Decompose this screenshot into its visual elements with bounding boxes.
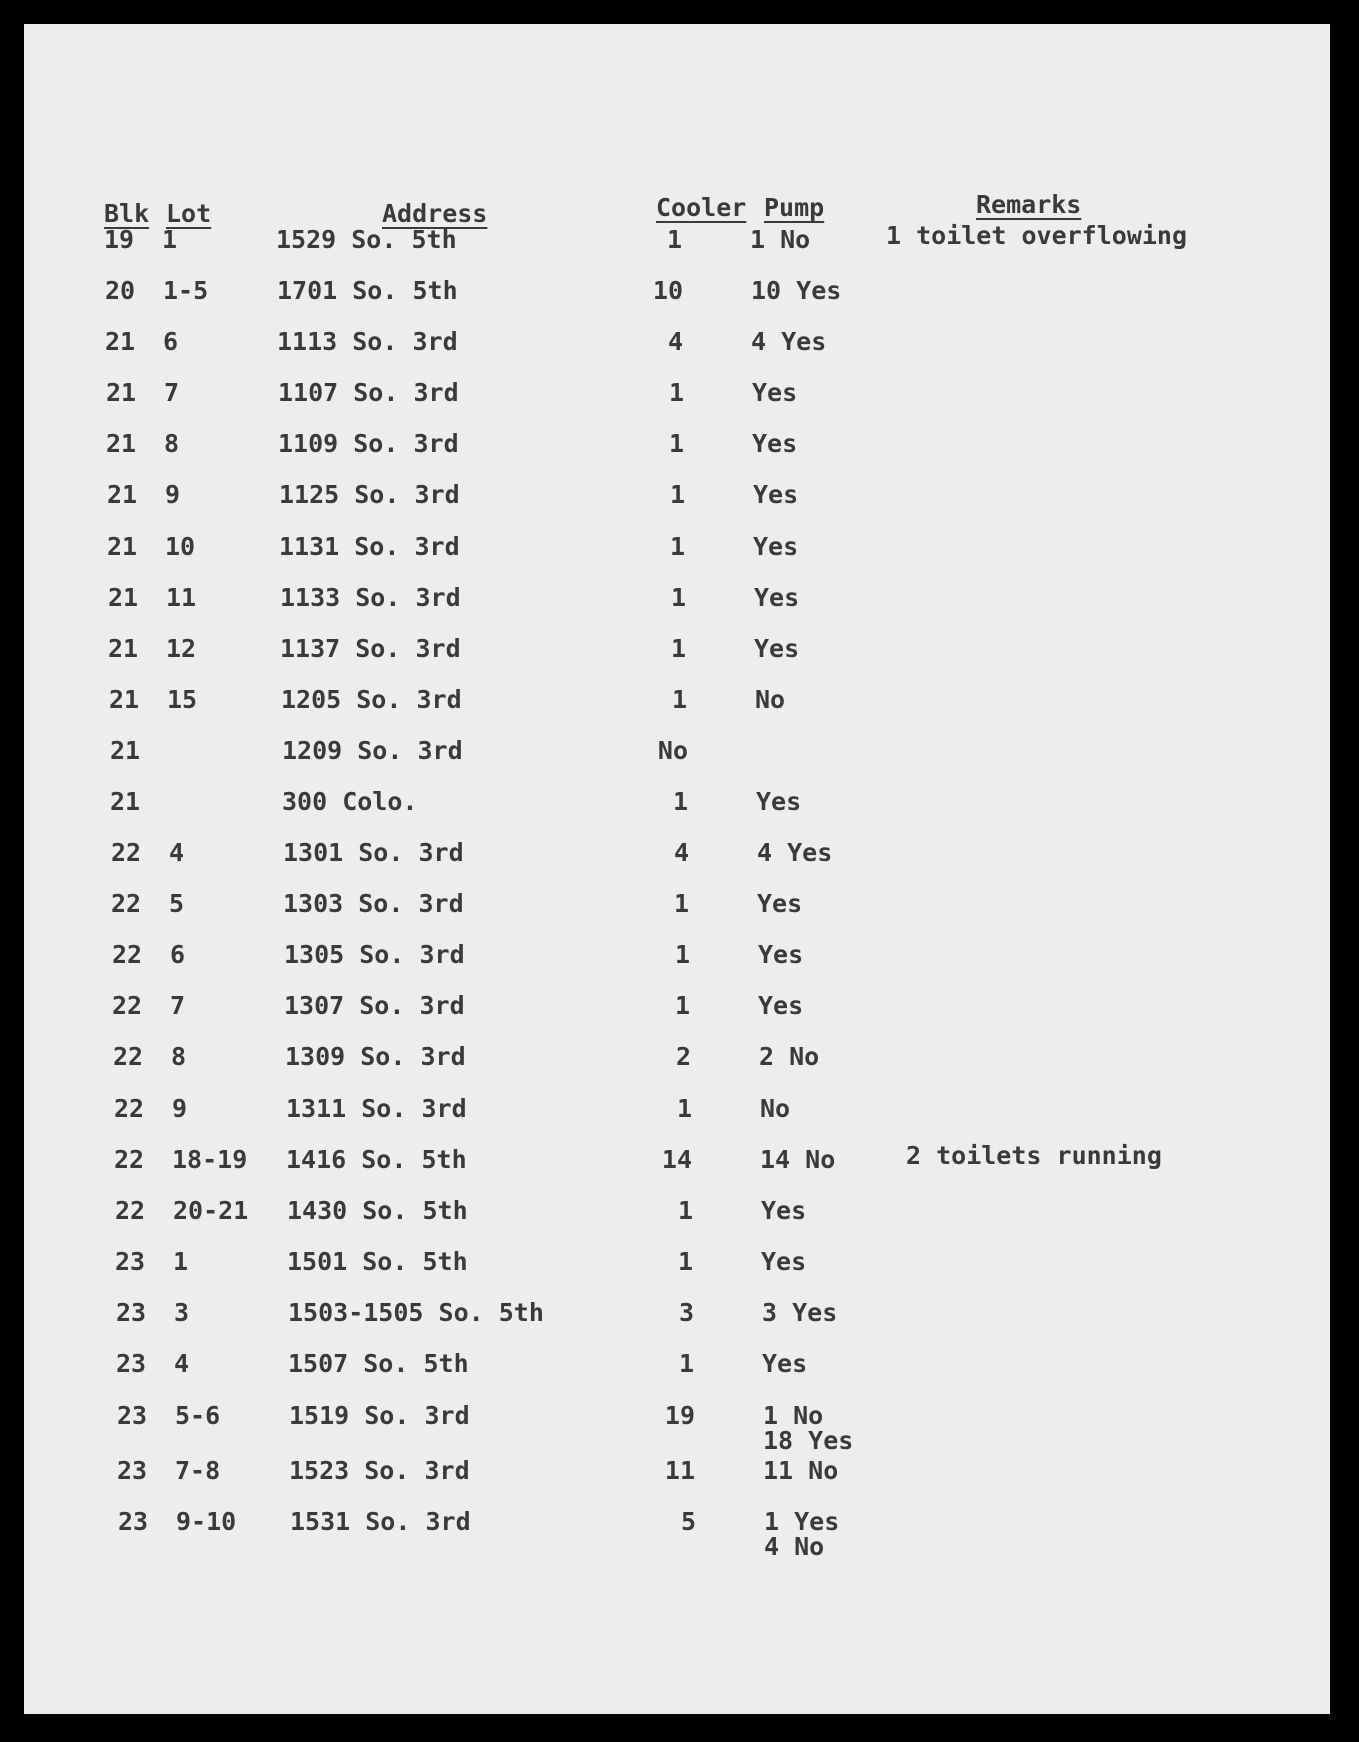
cell-pump: 2 No: [759, 1042, 820, 1071]
cell-lot: 12: [166, 634, 197, 663]
cell-address: 1503-1505 So. 5th: [288, 1298, 544, 1327]
cell-remarks: 1 toilet overflowing: [886, 221, 1188, 250]
cell-cooler: 1: [670, 634, 686, 663]
cell-blk: 22: [113, 1042, 144, 1071]
cell-address: 1507 So. 5th: [288, 1349, 469, 1378]
cell-lot: 9: [165, 480, 181, 509]
cell-pump: 10 Yes: [751, 276, 842, 305]
cell-cooler: 2: [675, 1042, 691, 1071]
cell-blk: 22: [115, 1196, 146, 1225]
cell-lot: 8: [171, 1042, 187, 1071]
cell-blk: 21: [109, 685, 140, 714]
cell-address: 1416 So. 5th: [286, 1145, 467, 1174]
cell-blk: 23: [116, 1298, 147, 1327]
cell-pump-second-line: 18 Yes: [763, 1426, 854, 1455]
cell-cooler: 1: [669, 480, 685, 509]
cell-blk: 23: [116, 1349, 147, 1378]
cell-lot: 8: [164, 429, 180, 458]
cell-pump: Yes: [762, 1349, 808, 1378]
cell-blk: 22: [112, 991, 143, 1020]
cell-blk: 23: [118, 1507, 149, 1536]
cell-address: 1131 So. 3rd: [279, 532, 460, 561]
cell-blk: 22: [112, 940, 143, 969]
cell-cooler: 10: [652, 276, 683, 305]
cell-lot: 9: [172, 1094, 188, 1123]
cell-address: 1430 So. 5th: [287, 1196, 468, 1225]
cell-lot: 10: [165, 532, 196, 561]
cell-pump: Yes: [753, 532, 799, 561]
cell-cooler: 3: [678, 1298, 694, 1327]
cell-cooler: No: [657, 736, 688, 765]
cell-pump: Yes: [754, 634, 800, 663]
cell-lot: 11: [166, 583, 197, 612]
cell-lot: 5: [169, 889, 185, 918]
cell-cooler: 4: [667, 327, 683, 356]
header-address: Address: [382, 199, 488, 228]
cell-cooler: 1: [666, 225, 682, 254]
cell-cooler: 1: [678, 1349, 694, 1378]
cell-cooler: 1: [676, 1094, 692, 1123]
cell-blk: 21: [105, 327, 136, 356]
cell-lot: 18-19: [172, 1145, 248, 1174]
cell-blk: 21: [106, 378, 137, 407]
cell-pump: No: [760, 1094, 791, 1123]
cell-cooler: 19: [664, 1401, 695, 1430]
header-blk: Blk: [104, 199, 150, 228]
typed-document-page: [24, 24, 1330, 1714]
cell-cooler: 4: [673, 838, 689, 867]
cell-pump: 1 No: [750, 225, 811, 254]
cell-pump: 14 No: [760, 1145, 836, 1174]
cell-cooler: 1: [673, 889, 689, 918]
cell-lot: 7-8: [175, 1456, 221, 1485]
cell-cooler: 1: [672, 787, 688, 816]
cell-pump: Yes: [752, 378, 798, 407]
cell-address: 1519 So. 3rd: [289, 1401, 470, 1430]
header-cooler: Cooler: [656, 193, 747, 222]
cell-cooler: 1: [668, 429, 684, 458]
cell-blk: 23: [117, 1456, 148, 1485]
cell-pump: Yes: [758, 940, 804, 969]
cell-address: 1109 So. 3rd: [278, 429, 459, 458]
cell-blk: 21: [107, 532, 138, 561]
cell-remarks: 2 toilets running: [906, 1141, 1162, 1170]
cell-address: 1309 So. 3rd: [285, 1042, 466, 1071]
cell-blk: 20: [105, 276, 136, 305]
cell-lot: 5-6: [175, 1401, 221, 1430]
cell-lot: 1: [162, 225, 178, 254]
cell-cooler: 1: [677, 1196, 693, 1225]
cell-blk: 21: [107, 480, 138, 509]
cell-cooler: 1: [669, 532, 685, 561]
cell-pump: 11 No: [763, 1456, 839, 1485]
cell-cooler: 1: [671, 685, 687, 714]
cell-blk: 22: [111, 889, 142, 918]
cell-address: 1209 So. 3rd: [282, 736, 463, 765]
cell-pump: No: [755, 685, 786, 714]
cell-blk: 22: [114, 1145, 145, 1174]
cell-pump: Yes: [756, 787, 802, 816]
cell-address: 1113 So. 3rd: [277, 327, 458, 356]
cell-lot: 1: [173, 1247, 189, 1276]
cell-blk: 23: [115, 1247, 146, 1276]
cell-cooler: 14: [661, 1145, 692, 1174]
cell-lot: 9-10: [176, 1507, 237, 1536]
cell-pump: 1 Yes: [764, 1507, 840, 1536]
cell-address: 1529 So. 5th: [276, 225, 457, 254]
cell-lot: 7: [164, 378, 180, 407]
cell-address: 1501 So. 5th: [287, 1247, 468, 1276]
cell-pump: 4 Yes: [757, 838, 833, 867]
cell-pump: 1 No: [763, 1401, 824, 1430]
cell-pump: Yes: [753, 480, 799, 509]
cell-address: 1701 So. 5th: [277, 276, 458, 305]
cell-pump: Yes: [761, 1196, 807, 1225]
cell-pump: Yes: [761, 1247, 807, 1276]
cell-blk: 23: [117, 1401, 148, 1430]
cell-lot: 15: [167, 685, 198, 714]
cell-lot: 4: [174, 1349, 190, 1378]
cell-address: 300 Colo.: [282, 787, 418, 816]
cell-blk: 21: [106, 429, 137, 458]
cell-address: 1531 So. 3rd: [290, 1507, 471, 1536]
cell-lot: 7: [170, 991, 186, 1020]
cell-cooler: 5: [680, 1507, 696, 1536]
cell-cooler: 1: [674, 940, 690, 969]
cell-blk: 19: [104, 225, 135, 254]
cell-lot: 6: [170, 940, 186, 969]
cell-pump: Yes: [758, 991, 804, 1020]
cell-lot: 4: [169, 838, 185, 867]
cell-pump-second-line: 4 No: [764, 1532, 825, 1561]
cell-address: 1107 So. 3rd: [278, 378, 459, 407]
cell-address: 1311 So. 3rd: [286, 1094, 467, 1123]
cell-lot: 1-5: [163, 276, 209, 305]
cell-lot: 3: [174, 1298, 190, 1327]
cell-blk: 21: [108, 634, 139, 663]
cell-address: 1205 So. 3rd: [281, 685, 462, 714]
cell-cooler: 11: [664, 1456, 695, 1485]
header-lot: Lot: [166, 199, 212, 228]
cell-cooler: 1: [668, 378, 684, 407]
cell-address: 1305 So. 3rd: [284, 940, 465, 969]
cell-lot: 20-21: [173, 1196, 249, 1225]
cell-cooler: 1: [674, 991, 690, 1020]
cell-cooler: 1: [670, 583, 686, 612]
cell-address: 1125 So. 3rd: [279, 480, 460, 509]
cell-blk: 22: [114, 1094, 145, 1123]
cell-pump: Yes: [754, 583, 800, 612]
cell-pump: Yes: [757, 889, 803, 918]
cell-address: 1133 So. 3rd: [280, 583, 461, 612]
cell-address: 1301 So. 3rd: [283, 838, 464, 867]
cell-blk: 22: [111, 838, 142, 867]
cell-pump: 4 Yes: [751, 327, 827, 356]
cell-blk: 21: [110, 787, 141, 816]
cell-address: 1137 So. 3rd: [280, 634, 461, 663]
header-pump: Pump: [764, 193, 825, 222]
cell-blk: 21: [108, 583, 139, 612]
cell-pump: Yes: [752, 429, 798, 458]
cell-cooler: 1: [677, 1247, 693, 1276]
cell-lot: 6: [163, 327, 179, 356]
cell-blk: 21: [110, 736, 141, 765]
cell-address: 1523 So. 3rd: [289, 1456, 470, 1485]
cell-address: 1303 So. 3rd: [283, 889, 464, 918]
cell-address: 1307 So. 3rd: [284, 991, 465, 1020]
header-remarks: Remarks: [976, 190, 1082, 219]
cell-pump: 3 Yes: [762, 1298, 838, 1327]
